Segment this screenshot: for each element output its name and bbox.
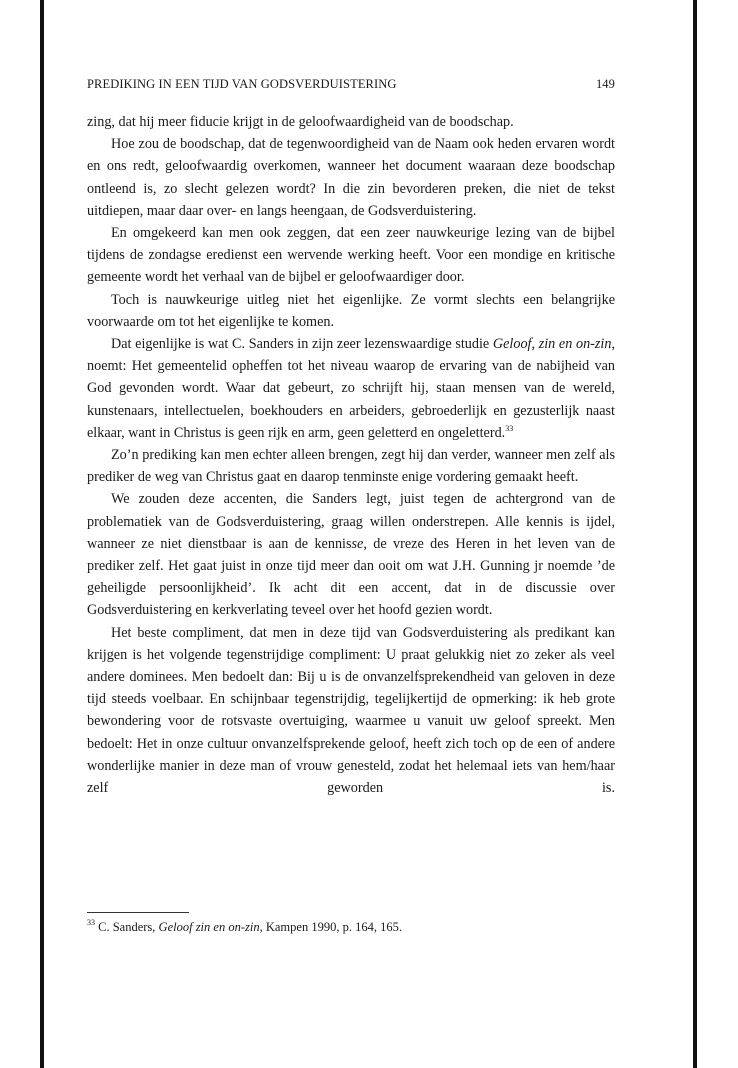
- book-title: Geloof, zin en on-zin: [492, 336, 612, 353]
- paragraph-6: Zo’n prediking kan men echter alleen brengen, zegt hij dan verder, wanneer men zelf als prediker de weg van Christus gaat en daarop tenminste enige vordering gemaakt heeft.: [87, 447, 615, 486]
- paragraph-1: zing, dat hij meer fiducie krijgt in de geloofwaardigheid van de boodschap.: [87, 114, 514, 130]
- footnote: [87, 920, 615, 935]
- footnote-number: 33: [87, 918, 95, 927]
- footnote-publication: Kampen 1990, p. 164, 165.: [262, 920, 402, 934]
- page-edge-right: [693, 0, 697, 1068]
- footnote-book-title: Geloof zin en on-zin,: [158, 920, 263, 934]
- paragraph-3: En omgekeerd kan men ook zeggen, dat een zeer nauwkeurige lezing van de bijbel tijdens de zondagse eredienst een wervende werking heeft. Voor een mondige en kritische gemeente wordt het verhaal van de bijbel er geloofwaardiger door.: [87, 225, 615, 286]
- footnote-author: C. Sanders,: [98, 920, 159, 934]
- paragraph-4: Toch is nauwkeurige uitleg niet het eigenlijke. Ze vormt slechts een belangrijke voorwaarde om tot het eigenlijke te komen.: [87, 291, 615, 330]
- running-header: [87, 77, 615, 92]
- paragraph-7: [87, 488, 615, 621]
- paragraph-5-text-b: , noemt: Het gemeentelid opheffen tot het niveau waarop de ervaring van de nabijheid van God gevonden wordt. Waar dat gebeurt, zo schrijft hij, staan mensen van de wereld, kunstenaars, intellectuelen, boekhouders en arbeiders, gebroederlijk en gezusterlijk naast elkaar, want in Christus is geen rijk en arm, geen geletterd en ongeletterd.: [87, 336, 615, 441]
- page-number: 149: [595, 77, 615, 91]
- paragraph-5-text-a: Dat eigenlijke is wat C. Sanders in zijn zeer lezenswaardige studie: [111, 336, 493, 353]
- body-text: [87, 111, 615, 799]
- footnote-reference[interactable]: 33: [505, 423, 514, 433]
- paragraph-8: Het beste compliment, dat men in deze tijd van Godsverduistering als predikant kan krijgen is het volgende tegenstrijdige compliment: U praat gelukkig niet zo zeker als veel andere dominees. Men bedoelt dan: Bij u is de onvanzelfsprekendheid van geloven in deze tijd steeds voelbaar. En schijnbaar tegenstrijdig, tegelijkertijd de opmerking: ik heb grote bewondering voor de rotsvaste overtuiging, waarmee u vanuit uw geloof spreekt. Men bedoelt: Het in onze cultuur onvanzelfsprekende geloof, heeft zich toch op de een of andere wonderlijke manier in deze man of vrouw genesteld, zodat het helemaal iets van hem/haar zelf geworden is.: [87, 624, 615, 797]
- emphasis: se: [351, 535, 364, 552]
- page-edge-left: [40, 0, 44, 1068]
- paragraph-7-text-a: We zouden deze accenten, die Sanders legt, juist tegen de achtergrond van de problematiek van de Godsverduistering, graag willen onderstrepen. Alle kennis is ijdel, wanneer ze niet dienstbaar is aan de kennis: [87, 491, 615, 552]
- footnote-separator: [87, 912, 189, 913]
- paragraph-2: Hoe zou de boodschap, dat de tegenwoordigheid van de Naam ook heden ervaren wordt en ons redt, geloofwaardig overkomen, wanneer het document waaraan deze boodschap ontleend is, zo slecht gelezen wordt? In die zin bevorderen preken, die niet de tekst uitdiepen, maar daar over- en langs heengaan, de Godsverduistering.: [87, 136, 615, 219]
- paragraph-5: [87, 333, 615, 444]
- running-title: PREDIKING IN EEN TIJD VAN GODSVERDUISTERING: [87, 77, 397, 91]
- paragraph-7-text-b: , de vreze des Heren in het leven van de prediker zelf. Het gaat juist in onze tijd meer dan ooit om wat J.H. Gunning jr noemde ’de geheiligde persoonlijkheid’. Ik acht dit een accent, dat in de discussie over Godsverduistering en kerkverlating teveel over het hoofd gezien wordt.: [87, 535, 615, 619]
